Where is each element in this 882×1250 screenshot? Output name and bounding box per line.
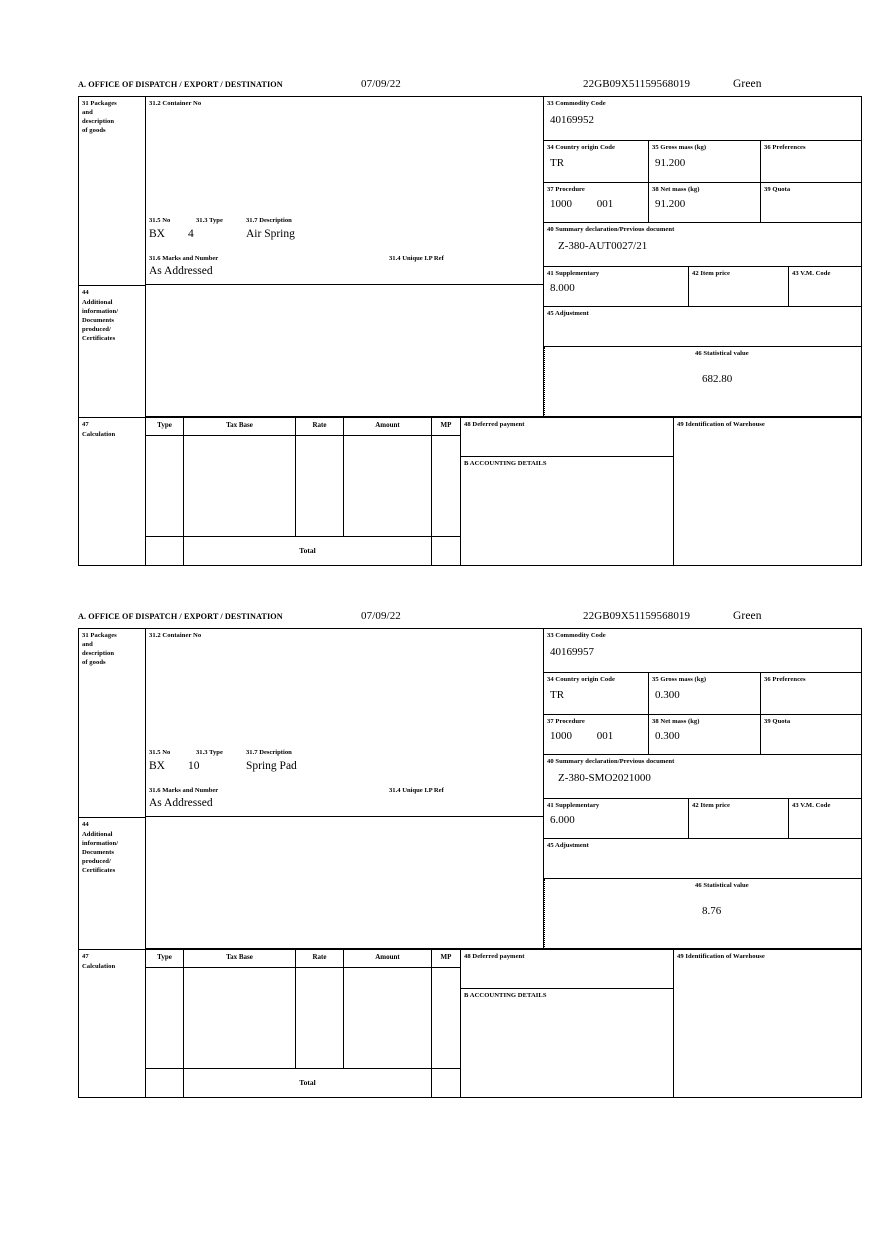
calc-header-rate: Rate [296,418,344,436]
previous-document-value: Z-380-AUT0027/21 [558,240,648,252]
declaration-date-2: 07/09/22 [361,610,401,622]
box-34-country-origin-2: 34 Country origin Code TR [544,673,649,715]
supplementary-value: 8.000 [550,282,575,294]
box-40-previous-document-2: 40 Summary declaration/Previous document Z-380-SMO2021000 [544,755,861,799]
box-36-preferences-2: 36 Preferences [761,673,861,715]
calc-header-amount: Amount [344,418,432,436]
packages-type-value-2: BX [149,760,165,772]
calc-cell-amount-2 [344,968,432,1069]
box-42-item-price-2: 42 Item price [689,799,789,839]
procedure-value: 1000 [550,198,572,210]
commodity-code-value: 40169952 [550,114,594,126]
calc-header-mp: MP [432,418,461,436]
box-44-label: 44 Additional information/ Documents produced/ Certificates [79,285,146,417]
box-31-packages-description-2: 31.2 Container No 31.5 No 31.3 Type 31.7 Description BX 10 Spring Pad 31.6 Marks and Number 31.4 Unique I.P Ref As Addressed [146,629,544,817]
box-35-gross-mass: 35 Gross mass (kg) 91.200 [649,141,761,183]
procedure-secondary-value: 001 [596,198,614,210]
calc-cell-mp [432,436,461,537]
item-price-value [689,278,788,282]
calc-cell-type-2 [146,968,184,1069]
additional-information-value-2 [146,817,543,820]
box-47-calculation [146,417,461,566]
box-34-country-origin: 34 Country origin Code TR [544,141,649,183]
warehouse-id-value-2 [674,961,861,964]
sheet-header-2 [78,610,862,628]
calc-header-amount-2: Amount [344,950,432,968]
box-48-deferred-payment: 48 Deferred payment [461,417,674,457]
calc-header-rate-2: Rate [296,950,344,968]
additional-information-value [146,285,543,288]
preferences-value [761,152,861,157]
movement-reference-number: 22GB09X51159568019 [583,78,691,90]
box-37-procedure: 37 Procedure 1000 001 [544,183,649,223]
box-33-commodity-code: 33 Commodity Code 40169952 [544,97,861,141]
box-39-quota: 39 Quota [761,183,861,223]
country-origin-value: TR [550,157,565,169]
box-42-item-price: 42 Item price [689,267,789,307]
box-38-net-mass: 38 Net mass (kg) 91.200 [649,183,761,223]
calc-cell-tax-base [184,436,296,537]
box-44-additional-information-2 [146,817,544,949]
declaration-sheet-2 [78,610,862,1098]
packages-no-value-2: 10 [188,760,200,772]
box-b-accounting-details-2: B ACCOUNTING DETAILS [461,989,674,1098]
box-43-vm-code-2: 43 V.M. Code [789,799,861,839]
gross-mass-value-2: 0.300 [655,689,680,701]
calc-header-type-2: Type [146,950,184,968]
preferences-value-2 [761,684,861,689]
statistical-value-value: 682.80 [702,373,733,385]
adjustment-value [544,318,861,322]
vm-code-value-2 [789,810,861,814]
calc-header-tax-base-2: Tax Base [184,950,296,968]
calc-header-type: Type [146,418,184,436]
box-41-supplementary: 41 Supplementary 8.000 [544,267,689,307]
box-31-label: 31 Packages and description of goods [79,97,146,285]
supplementary-value-2: 6.000 [550,814,575,826]
box-43-vm-code: 43 V.M. Code [789,267,861,307]
box-37-procedure-2: 37 Procedure 1000 001 [544,715,649,755]
box-b-accounting-details: B ACCOUNTING DETAILS [461,457,674,566]
office-of-dispatch-label: A. OFFICE OF DISPATCH / EXPORT / DESTINATION [78,80,283,89]
commodity-code-value-2: 40169957 [550,646,594,658]
item-price-value-2 [689,810,788,814]
warehouse-id-value [674,429,861,432]
gross-mass-value: 91.200 [655,157,686,169]
declaration-date: 07/09/22 [361,78,401,90]
declaration-sheet-1 [78,78,862,566]
goods-description-value-2: Spring Pad [246,760,297,772]
box-45-adjustment: 45 Adjustment [544,307,861,347]
box-36-preferences: 36 Preferences [761,141,861,183]
box-46-statistical-value: 46 Statistical value 682.80 [544,347,861,417]
box-35-gross-mass-2: 35 Gross mass (kg) 0.300 [649,673,761,715]
vm-code-value [789,278,861,282]
calc-header-tax-base: Tax Base [184,418,296,436]
box-49-warehouse: 49 Identification of Warehouse [674,417,861,566]
box-41-supplementary-2: 41 Supplementary 6.000 [544,799,689,839]
box-48-deferred-payment-2: 48 Deferred payment [461,949,674,989]
calc-total-row-2: Total [184,1069,432,1098]
calc-total-spacer-2 [146,1069,184,1098]
declaration-grid-2 [78,628,862,1098]
calc-cell-mp-2 [432,968,461,1069]
calc-cell-rate-2 [296,968,344,1069]
calc-cell-rate [296,436,344,537]
movement-reference-number-2: 22GB09X51159568019 [583,610,691,622]
marks-and-number-value-2: As Addressed [149,797,213,809]
deferred-payment-value-2 [461,961,673,964]
calc-total-mp-2 [432,1069,461,1098]
box-47-label: 47 Calculation [79,417,146,566]
calc-cell-type [146,436,184,537]
country-origin-value-2: TR [550,689,565,701]
box-45-adjustment-2: 45 Adjustment [544,839,861,879]
dotted-divider-2 [544,879,545,949]
customs-lane: Green [733,78,762,90]
box-47-label-2: 47 Calculation [79,949,146,1098]
deferred-payment-value [461,429,673,432]
net-mass-value: 91.200 [655,198,686,210]
customs-lane-2: Green [733,610,762,622]
dotted-divider [544,347,545,417]
statistical-value-value-2: 8.76 [702,905,722,917]
calc-cell-tax-base-2 [184,968,296,1069]
calc-cell-amount [344,436,432,537]
packages-type-value: BX [149,228,165,240]
box-39-quota-2: 39 Quota [761,715,861,755]
calc-total-mp [432,537,461,566]
box-31-label-2: 31 Packages and description of goods [79,629,146,817]
adjustment-value-2 [544,850,861,854]
box-47-calculation-2 [146,949,461,1098]
calc-total-row: Total [184,537,432,566]
goods-description-value: Air Spring [246,228,295,240]
quota-value-2 [761,726,861,730]
sheet-header [78,78,862,96]
calc-total-spacer [146,537,184,566]
box-44-additional-information [146,285,544,417]
previous-document-value-2: Z-380-SMO2021000 [558,772,651,784]
box-38-net-mass-2: 38 Net mass (kg) 0.300 [649,715,761,755]
accounting-details-value [461,468,673,471]
box-31-packages-description: 31.2 Container No 31.5 No 31.3 Type 31.7 Description BX 4 Air Spring 31.6 Marks and Number 31.4 Unique I.P Ref As Addressed [146,97,544,285]
box-49-warehouse-2: 49 Identification of Warehouse [674,949,861,1098]
declaration-grid [78,96,862,566]
box-44-label-2: 44 Additional information/ Documents produced/ Certificates [79,817,146,949]
box-40-previous-document: 40 Summary declaration/Previous document Z-380-AUT0027/21 [544,223,861,267]
procedure-value-2: 1000 [550,730,572,742]
marks-and-number-value: As Addressed [149,265,213,277]
procedure-secondary-value-2: 001 [596,730,614,742]
box-33-commodity-code-2: 33 Commodity Code 40169957 [544,629,861,673]
net-mass-value-2: 0.300 [655,730,680,742]
packages-no-value: 4 [188,228,194,240]
accounting-details-value-2 [461,1000,673,1003]
office-of-dispatch-label-2: A. OFFICE OF DISPATCH / EXPORT / DESTINATION [78,612,283,621]
quota-value [761,194,861,198]
box-46-statistical-value-2: 46 Statistical value 8.76 [544,879,861,949]
calc-header-mp-2: MP [432,950,461,968]
